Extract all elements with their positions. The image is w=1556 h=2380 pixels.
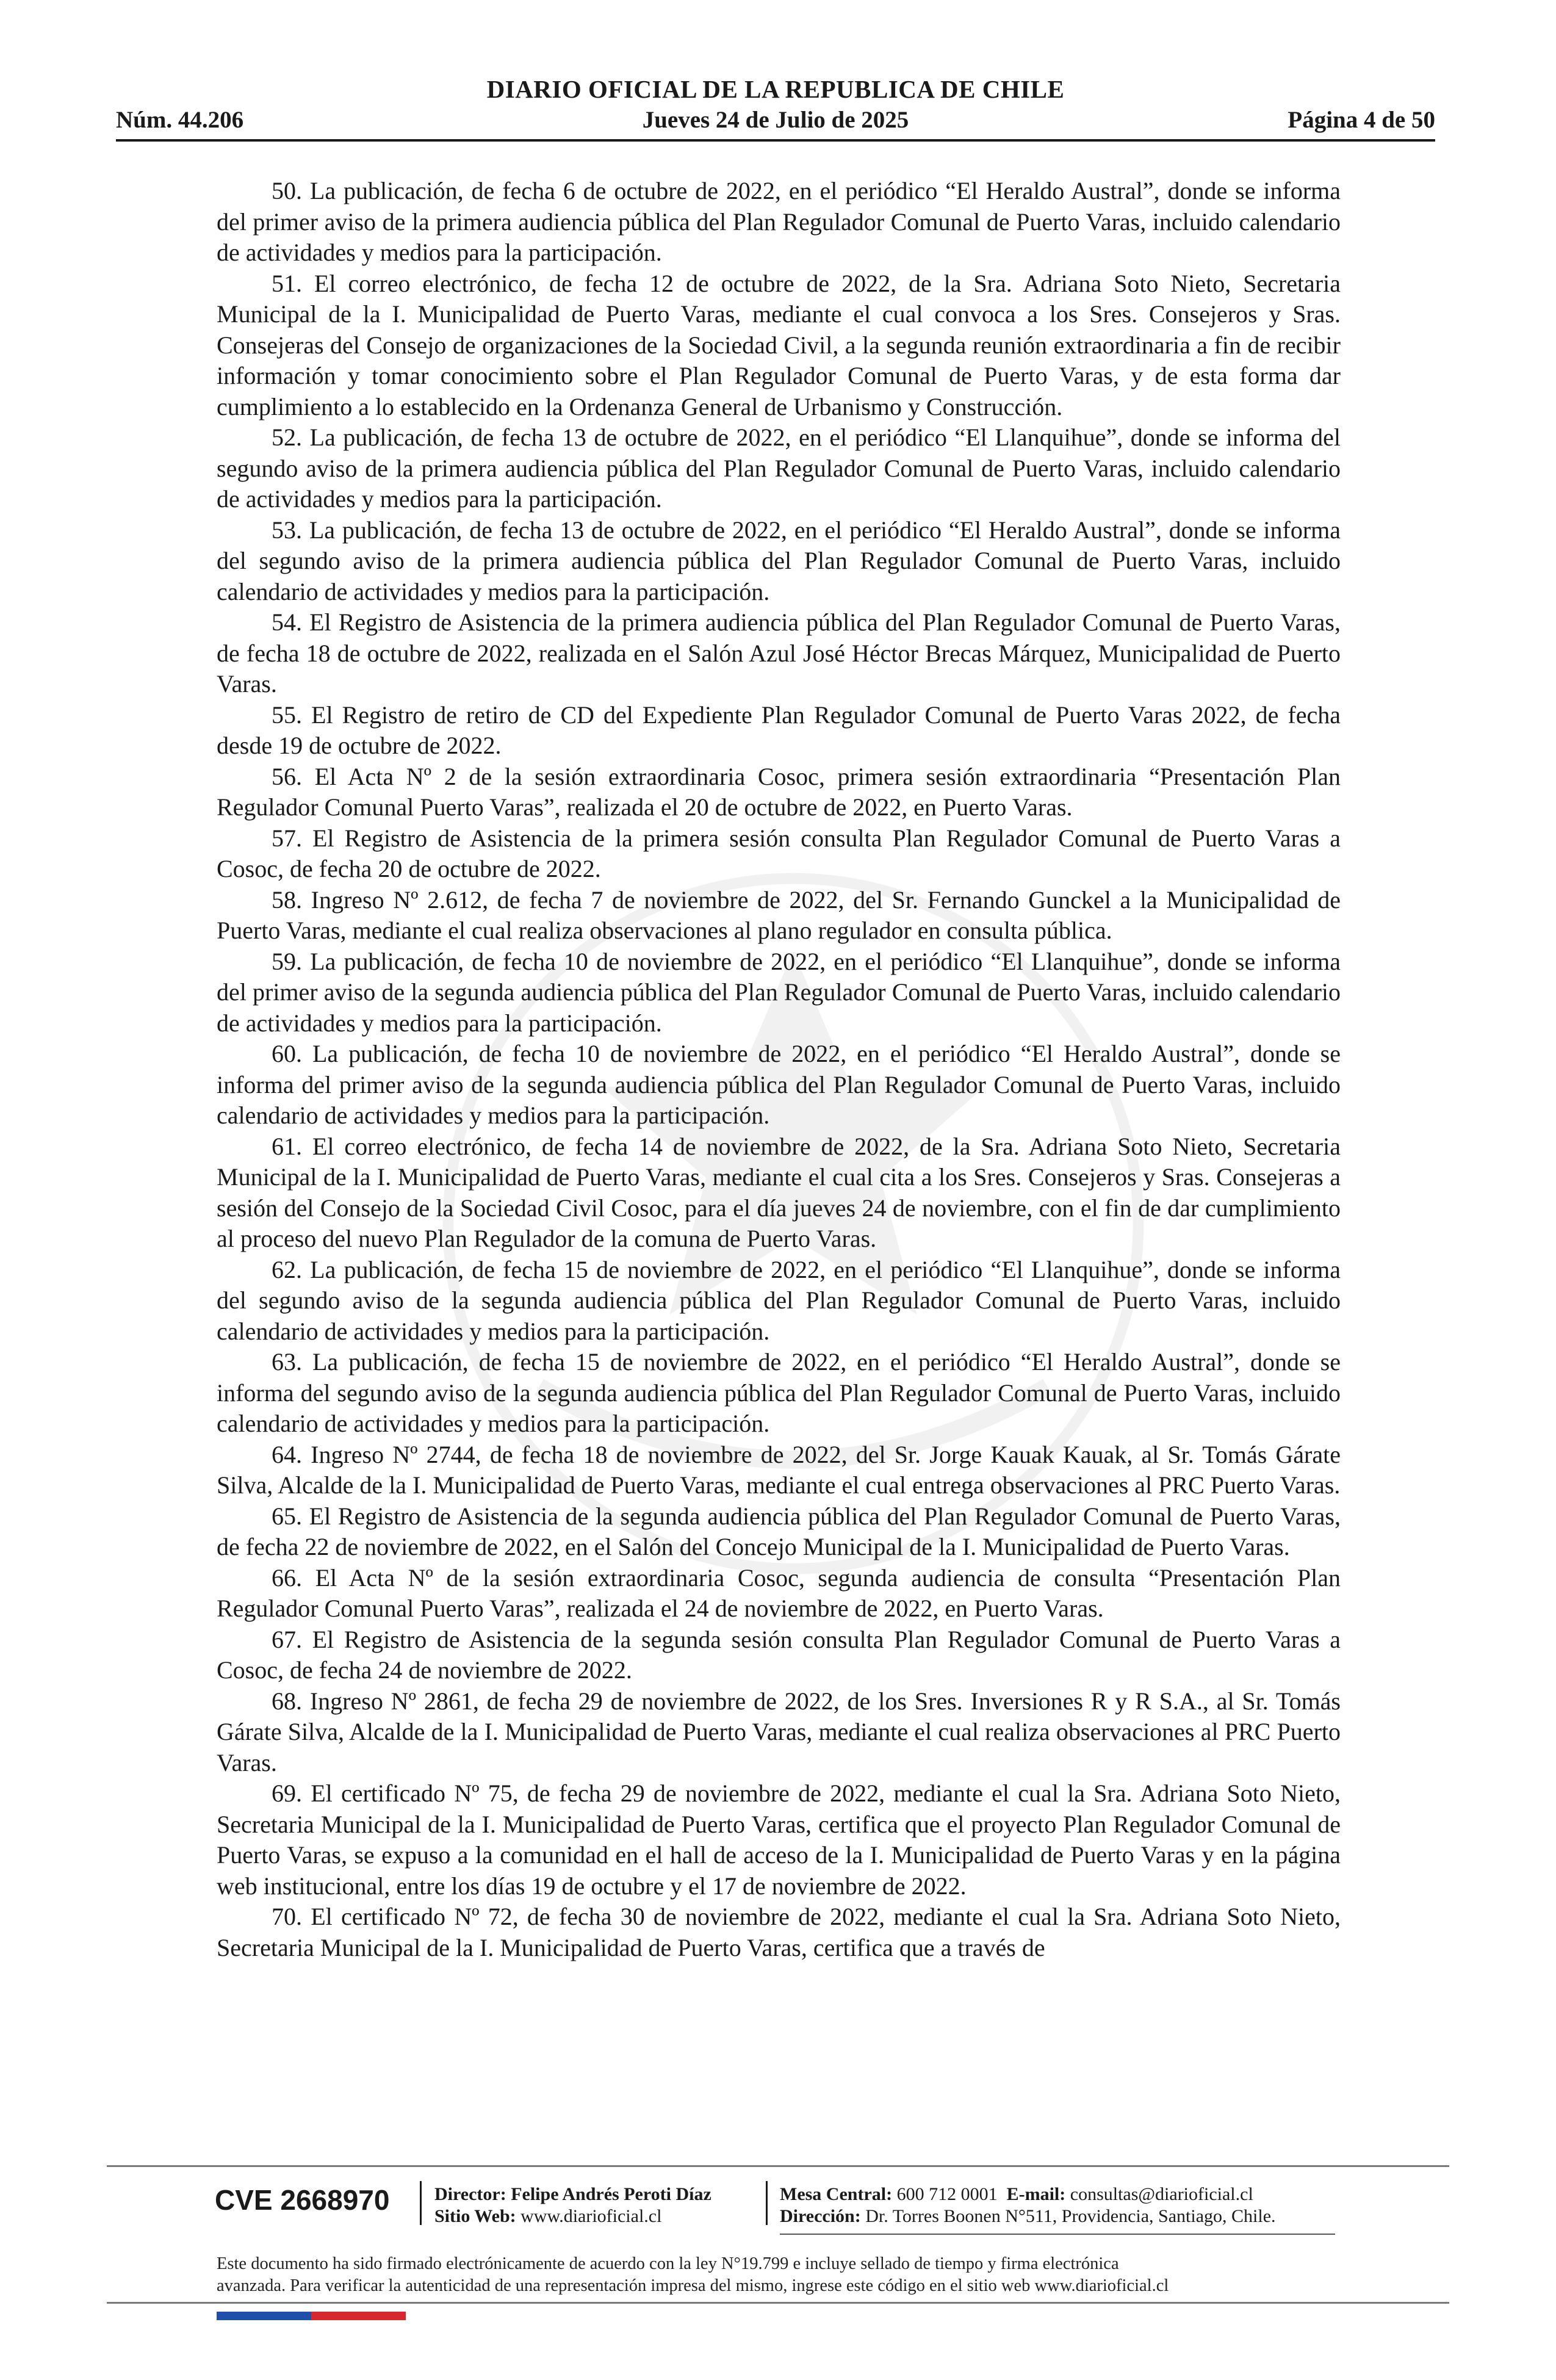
legal-notice-line-2: avanzada. Para verificar la autenticidad de una representación impresa del mismo, ingrese este código en el sitio web www.diarioficial.cl	[217, 2276, 1169, 2295]
legal-notice-line-1: Este documento ha sido firmado electrónicamente de acuerdo con la ley N°19.799 e incluye sellado de tiempo y firma electrónica	[217, 2254, 1119, 2273]
address-text: Dr. Torres Boonen N°511, Providencia, Santiago, Chile.	[865, 2206, 1276, 2226]
paragraph-70: 70. El certificado Nº 72, de fecha 30 de noviembre de 2022, mediante el cual la Sra. Adriana Soto Nieto, Secretaria Municipal de la I. Municipalidad de Puerto Varas, certifica que a través de	[217, 1903, 1341, 1961]
page-number: Página 4 de 50	[1288, 107, 1435, 133]
header-divider	[116, 139, 1435, 142]
paragraph-61: 61. El correo electrónico, de fecha 14 de noviembre de 2022, de la Sra. Adriana Soto Nieto, Secretaria Municipal de la I. Municipalidad de Puerto Varas, mediante el cual cita a los Sres. Consejeros y Sras. Consejeras a sesión del Consejo de la Sociedad Civil Cosoc, para el día jueves 24 de noviembre, con el fin de dar cumplimiento al proceso del nuevo Plan Regulador de la comuna de Puerto Varas.	[217, 1132, 1341, 1252]
paragraph-67: 67. El Registro de Asistencia de la segunda sesión consulta Plan Regulador Comunal de Puerto Varas a Cosoc, de fecha 24 de noviembre de 2022.	[217, 1625, 1341, 1684]
phone-number: 600 712 0001	[896, 2184, 998, 2204]
paragraph-68: 68. Ingreso Nº 2861, de fecha 29 de noviembre de 2022, de los Sres. Inversiones R y R S.A., al Sr. Tomás Gárate Silva, Alcalde de la I. Municipalidad de Puerto Varas, mediante el cual realiza observaciones al PRC Puerto Varas.	[217, 1687, 1341, 1776]
email-link[interactable]: consultas@diarioficial.cl	[1070, 2184, 1253, 2204]
document-body	[217, 176, 1341, 1963]
flag-red-segment	[311, 2312, 406, 2320]
paragraph-57: 57. El Registro de Asistencia de la primera sesión consulta Plan Regulador Comunal de Puerto Varas a Cosoc, de fecha 20 de octubre de 2022.	[217, 824, 1341, 882]
director-label: Director:	[434, 2184, 506, 2204]
paragraph-66: 66. El Acta Nº de la sesión extraordinaria Cosoc, segunda audiencia de consulta “Presentación Plan Regulador Comunal Puerto Varas”, realizada el 24 de noviembre de 2022, en Puerto Varas.	[217, 1563, 1341, 1622]
footer-top-divider	[107, 2165, 1449, 2167]
phone-label: Mesa Central:	[780, 2184, 893, 2204]
paragraph-64: 64. Ingreso Nº 2744, de fecha 18 de noviembre de 2022, del Sr. Jorge Kauak Kauak, al Sr. Tomás Gárate Silva, Alcalde de la I. Municipalidad de Puerto Varas, mediante el cual entrega observaciones al PRC Puerto Varas.	[217, 1440, 1341, 1499]
paragraph-52: 52. La publicación, de fecha 13 de octubre de 2022, en el periódico “El Llanquihue”, donde se informa del segundo aviso de la primera audiencia pública del Plan Regulador Comunal de Puerto Varas, incluido calendario de actividades y medios para la participación.	[217, 424, 1341, 513]
paragraph-53: 53. La publicación, de fecha 13 de octubre de 2022, en el periódico “El Heraldo Austral”, donde se informa del segundo aviso de la primera audiencia pública del Plan Regulador Comunal de Puerto Varas, incluido calendario de actividades y medios para la participación.	[217, 516, 1341, 605]
paragraph-58: 58. Ingreso Nº 2.612, de fecha 7 de noviembre de 2022, del Sr. Fernando Gunckel a la Municipalidad de Puerto Varas, mediante el cual realiza observaciones al plano regulador en consulta pública.	[217, 885, 1341, 944]
footer-separator	[420, 2181, 422, 2225]
flag-blue-segment	[217, 2312, 311, 2320]
paragraph-54: 54. El Registro de Asistencia de la primera audiencia pública del Plan Regulador Comunal de Puerto Varas, de fecha 18 de octubre de 2022, realizada en el Salón Azul José Héctor Brecas Márquez, Municipalidad de Puerto Varas.	[217, 608, 1341, 698]
footer-separator	[766, 2181, 768, 2225]
email-label: E-mail:	[1006, 2184, 1066, 2204]
address-label: Dirección:	[780, 2206, 861, 2226]
paragraph-60: 60. La publicación, de fecha 10 de noviembre de 2022, en el periódico “El Heraldo Austral”, donde se informa del primer aviso de la segunda audiencia pública del Plan Regulador Comunal de Puerto Varas, incluido calendario de actividades y medios para la participación.	[217, 1040, 1341, 1129]
paragraph-62: 62. La publicación, de fecha 15 de noviembre de 2022, en el periódico “El Llanquihue”, donde se informa del segundo aviso de la segunda audiencia pública del Plan Regulador Comunal de Puerto Varas, incluido calendario de actividades y medios para la participación.	[217, 1255, 1341, 1345]
paragraph-56: 56. El Acta Nº 2 de la sesión extraordinaria Cosoc, primera sesión extraordinaria “Presentación Plan Regulador Comunal Puerto Varas”, realizada el 20 de octubre de 2022, en Puerto Varas.	[217, 762, 1341, 821]
website-label: Sitio Web:	[434, 2206, 516, 2226]
legal-notice	[217, 2253, 1376, 2297]
paragraph-55: 55. El Registro de retiro de CD del Expediente Plan Regulador Comunal de Puerto Varas 2022, de fecha desde 19 de octubre de 2022.	[217, 701, 1341, 759]
contact-underline	[780, 2234, 1335, 2235]
footer-bottom-divider	[107, 2302, 1449, 2304]
paragraph-65: 65. El Registro de Asistencia de la segunda audiencia pública del Plan Regulador Comunal de Puerto Varas, de fecha 22 de noviembre de 2022, en el Salón del Concejo Municipal de la I. Municipalidad de Puerto Varas.	[217, 1502, 1341, 1560]
page-header	[116, 74, 1435, 143]
paragraph-59: 59. La publicación, de fecha 10 de noviembre de 2022, en el periódico “El Llanquihue”, donde se informa del primer aviso de la segunda audiencia pública del Plan Regulador Comunal de Puerto Varas, incluido calendario de actividades y medios para la participación.	[217, 947, 1341, 1037]
issue-date: Jueves 24 de Julio de 2025	[642, 107, 909, 133]
issue-number: Núm. 44.206	[116, 107, 244, 133]
paragraph-63: 63. La publicación, de fecha 15 de noviembre de 2022, en el periódico “El Heraldo Austral”, donde se informa del segundo aviso de la segunda audiencia pública del Plan Regulador Comunal de Puerto Varas, incluido calendario de actividades y medios para la participación.	[217, 1348, 1341, 1437]
footer-director-block	[434, 2183, 711, 2227]
website-link[interactable]: www.diarioficial.cl	[520, 2206, 662, 2226]
director-name: Felipe Andrés Peroti Díaz	[511, 2184, 711, 2204]
cve-code: CVE 2668970	[215, 2184, 390, 2216]
publication-title: DIARIO OFICIAL DE LA REPUBLICA DE CHILE	[486, 75, 1065, 103]
paragraph-69: 69. El certificado Nº 75, de fecha 29 de noviembre de 2022, mediante el cual la Sra. Adriana Soto Nieto, Secretaria Municipal de la I. Municipalidad de Puerto Varas, certifica que el proyecto Plan Regulador Comunal de Puerto Varas, se expuso a la comunidad en el hall de acceso de la I. Municipalidad de Puerto Varas y en la página web institucional, entre los días 19 de octubre y el 17 de noviembre de 2022.	[217, 1780, 1341, 1900]
paragraph-50: 50. La publicación, de fecha 6 de octubre de 2022, en el periódico “El Heraldo Austral”, donde se informa del primer aviso de la primera audiencia pública del Plan Regulador Comunal de Puerto Varas, incluido calendario de actividades y medios para la participación.	[217, 177, 1341, 266]
footer-contact-block	[780, 2183, 1276, 2227]
flag-color-bar	[217, 2312, 406, 2320]
header-info-row	[116, 106, 1435, 137]
paragraph-51: 51. El correo electrónico, de fecha 12 de octubre de 2022, de la Sra. Adriana Soto Nieto, Secretaria Municipal de la I. Municipalidad de Puerto Varas, mediante el cual convoca a los Sres. Consejeros y Sras. Consejeras del Consejo de organizaciones de la Sociedad Civil, a la segunda reunión extraordinaria a fin de recibir información y tomar conocimiento sobre el Plan Regulador Comunal de Puerto Varas, y de esta forma dar cumplimiento a lo establecido en la Ordenanza General de Urbanismo y Construcción.	[217, 269, 1341, 420]
